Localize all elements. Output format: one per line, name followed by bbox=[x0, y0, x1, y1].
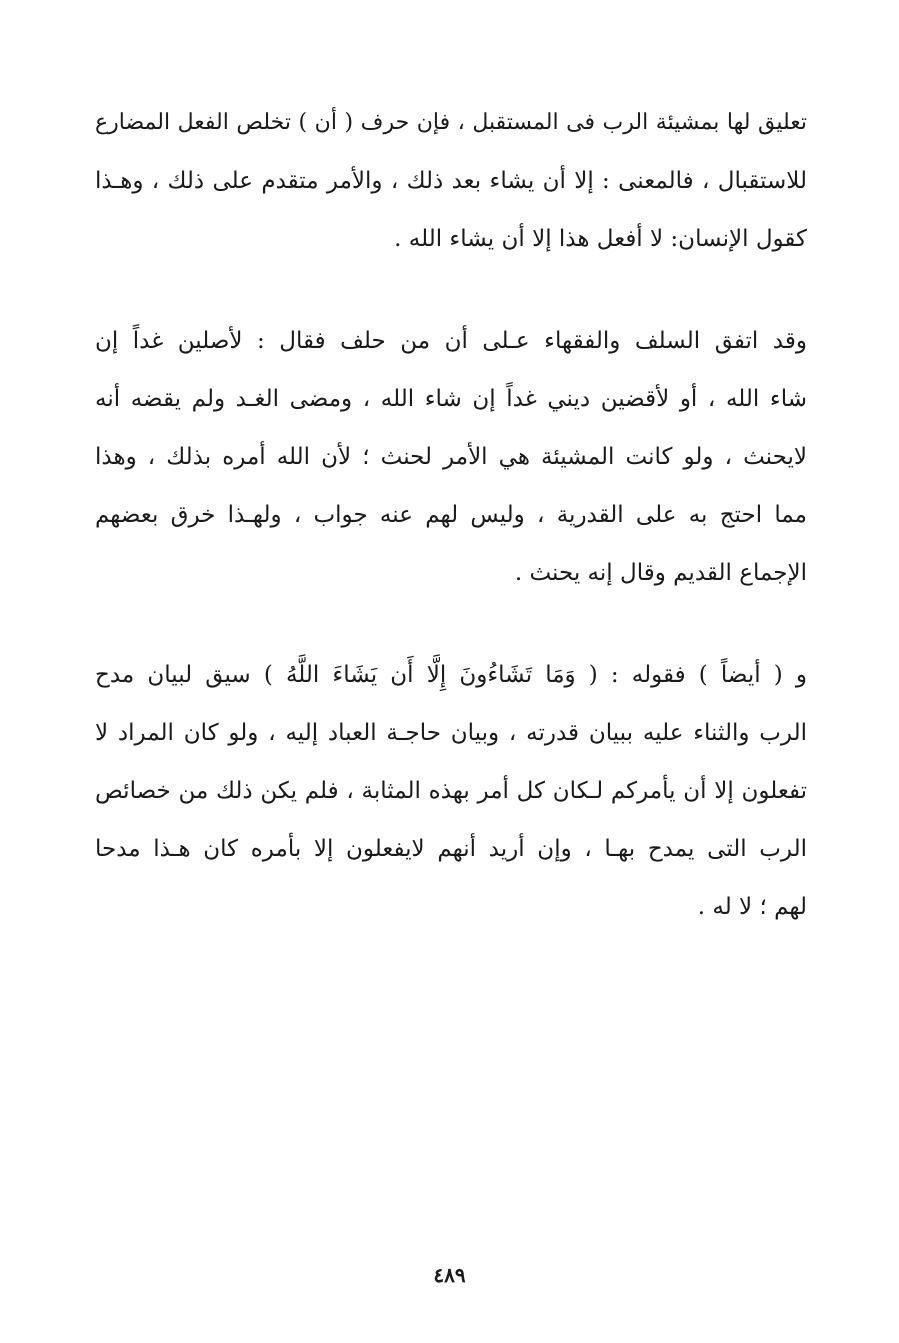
paragraph-2 bbox=[95, 312, 807, 602]
paragraph-line: لايحنث ، ولو كانت المشيئة هي الأمر لحنث ؛ لأن الله أمره بذلك ، وهذا bbox=[95, 444, 807, 470]
paragraph-line: الرب التى يمدح بهـا ، وإن أريد أنهم لايفعلون إلا بأمره كان هـذا مدحا bbox=[95, 836, 807, 862]
paragraph-line: و ( أيضاً ) فقوله : ( وَمَا تَشَاءُونَ إِلَّا أَن يَشَاءَ اللَّهُ ) سيق لبيان مدح bbox=[95, 662, 807, 688]
paragraph-line: تعليق لها بمشيئة الرب فى المستقبل ، فإن حرف ( أن ) تخلص الفعل المضارع bbox=[95, 110, 807, 135]
paragraph-line: الإجماع القديم وقال إنه يحنث . bbox=[514, 560, 807, 586]
paragraph-line: تفعلون إلا أن يأمركم لـكان كل أمر بهذه المثابة ، فلم يكن ذلك من خصائص bbox=[95, 778, 807, 804]
paragraph-line: لهم ؛ لا له . bbox=[697, 894, 807, 920]
paragraph-line: وقد اتفق السلف والفقهاء عـلى أن من حلف فقال : لأصلين غداً إن bbox=[95, 328, 807, 354]
paragraph-line: كقول الإنسان: لا أفعل هذا إلا أن يشاء الله . bbox=[394, 226, 807, 252]
paragraph-line: الرب والثناء عليه ببيان قدرته ، وبيان حاجـة العباد إليه ، ولو كان المراد لا bbox=[95, 720, 807, 746]
paragraph-3 bbox=[95, 646, 807, 936]
paragraph-1 bbox=[95, 94, 807, 268]
paragraph-line: مما احتج به على القدرية ، وليس لهم عنه جواب ، ولهـذا خرق بعضهم bbox=[95, 502, 807, 528]
page-number: ٤٨٩ bbox=[433, 1263, 466, 1287]
paragraph-line: شاء الله ، أو لأقضين ديني غداً إن شاء الله ، ومضى الغـد ولم يقضه أنه bbox=[95, 386, 807, 412]
paragraph-line: للاستقبال ، فالمعنى : إلا أن يشاء بعد ذلك ، والأمر متقدم على ذلك ، وهـذا bbox=[95, 168, 807, 194]
